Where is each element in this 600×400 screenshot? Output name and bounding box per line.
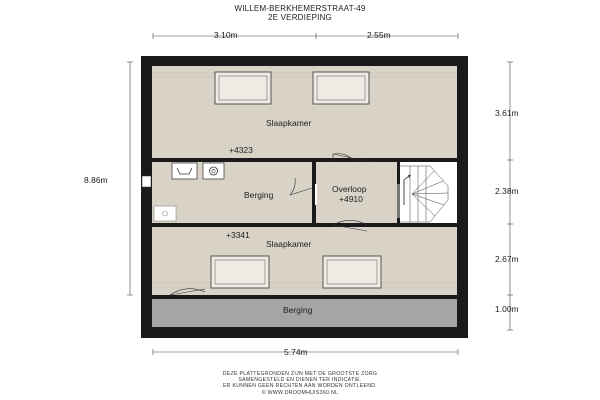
skylight-3 bbox=[211, 256, 269, 288]
dim-top-left: 3.10m bbox=[214, 30, 238, 40]
skylight-2 bbox=[313, 72, 369, 104]
label-berging-mid: Berging bbox=[244, 190, 274, 200]
label-overloop: Overloop bbox=[332, 184, 367, 194]
label-berging-bottom: Berging bbox=[283, 305, 313, 315]
stair-rail bbox=[397, 184, 400, 218]
footer-line-1: DEZE PLATTEGRONDEN ZIJN MET DE GROOTSTE ZORG bbox=[222, 371, 378, 377]
dim-right-1: 3.61m bbox=[495, 108, 519, 118]
dim-right-3: 2.67m bbox=[495, 254, 519, 264]
label-height-overloop: +4910 bbox=[339, 194, 363, 204]
dim-top-right: 2.55m bbox=[367, 30, 391, 40]
skylight-4 bbox=[323, 256, 381, 288]
footer-line-3: ER KUNNEN GEEN RECHTEN AAN WORDEN ONTLEEND. bbox=[222, 383, 378, 390]
washing-machine-icon bbox=[172, 163, 197, 179]
dim-bottom-total: 5.74m bbox=[284, 347, 308, 357]
address-title: WILLEM-BERKHEMERSTRAAT-49 bbox=[234, 4, 366, 13]
label-height-top: +4323 bbox=[229, 145, 253, 155]
disclaimer-footer bbox=[180, 371, 420, 396]
dim-right-4: 1.00m bbox=[495, 304, 519, 314]
label-slaapkamer-bottom: Slaapkamer bbox=[266, 239, 312, 249]
vent-icon bbox=[142, 176, 151, 187]
dim-right-2: 2.38m bbox=[495, 186, 519, 196]
label-height-bottom: +3341 bbox=[226, 230, 250, 240]
stairwell bbox=[400, 162, 457, 223]
dryer-icon bbox=[203, 163, 224, 179]
footer-line-4: © WWW.DROOMHUIS360.NL bbox=[261, 389, 339, 396]
label-slaapkamer-top: Slaapkamer bbox=[266, 118, 312, 128]
footer-line-2: SAMENGESTELD EN DIENEN TER INDICATIE. bbox=[238, 377, 362, 384]
boiler-icon bbox=[154, 206, 176, 221]
floor-title: 2E VERDIEPING bbox=[268, 13, 332, 22]
dim-left-total: 8.86m bbox=[84, 175, 108, 185]
room-slaapkamer-bottom bbox=[152, 227, 457, 295]
skylight-1 bbox=[215, 72, 271, 104]
room-slaapkamer-top bbox=[152, 66, 457, 158]
